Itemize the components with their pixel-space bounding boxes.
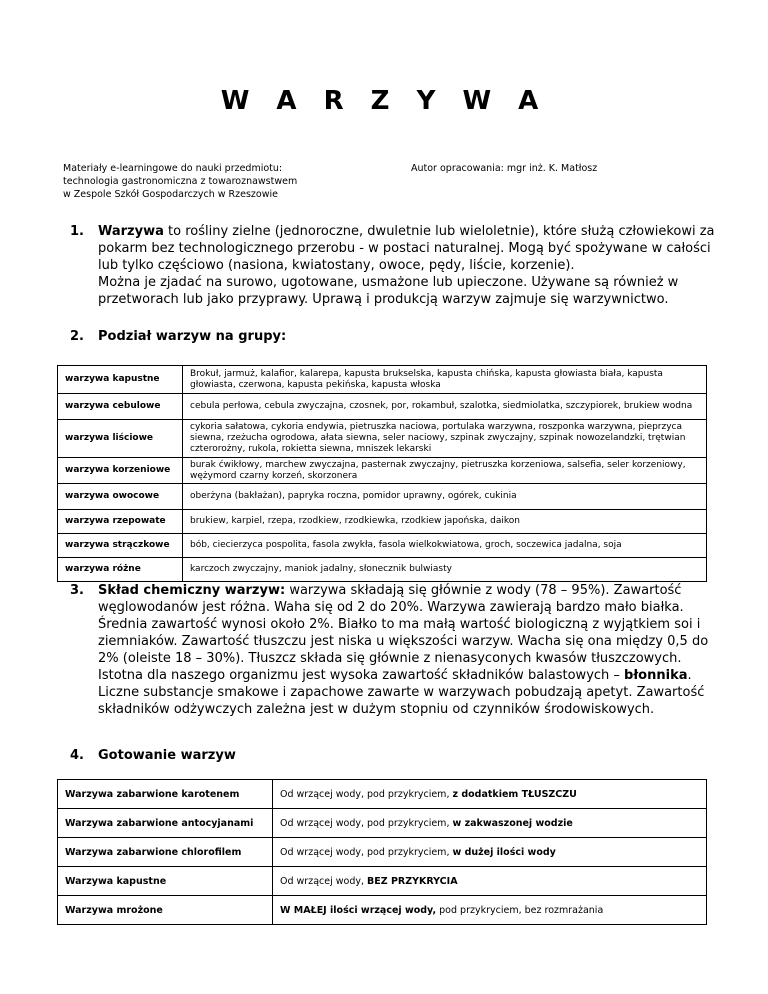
group-name: warzywa cebulowe <box>58 394 183 420</box>
definition-text: to rośliny zielne (jednoroczne, dwuletnie lub wieloletnie), które służą człowiekowi za pokarm bez technologicznego przerobu - w postaci naturalnej. Mogą być spożywane w całości lub tylko częściowo (nasiona, kwiatostany, owoce, pędy, liście, korzenie). <box>98 224 715 273</box>
section-number: 1. <box>70 224 84 239</box>
table-row <box>58 809 707 838</box>
vegetable-type: Warzywa zabarwione chlorofilem <box>58 838 273 867</box>
table-row <box>58 394 707 420</box>
vegetable-groups-table <box>57 365 707 582</box>
page-title: W A R Z Y W A <box>220 86 548 116</box>
cooking-method: W MAŁEJ ilości wrzącej wody, pod przykryciem, bez rozmrażania <box>273 896 707 925</box>
group-examples: bób, ciecierzyca pospolita, fasola zwykła, fasola wielkokwiatowa, groch, soczewica jadalna, soja <box>183 534 707 558</box>
course-info <box>63 162 297 201</box>
table-row <box>58 458 707 484</box>
group-name: warzywa owocowe <box>58 484 183 510</box>
composition-text-2: . Liczne substancje smakowe i zapachowe zawarte w warzywach pobudzają apetyt. Zawartość składników odżywczych zależna jest w dużym stopniu od czynników środowiskowych. <box>98 668 705 717</box>
group-examples: burak ćwikłowy, marchew zwyczajna, pasternak zwyczajny, pietruszka korzeniowa, salsefia, seler korzeniowy, wężymord czarny korzeń, skorzonera <box>183 458 707 484</box>
cooking-method: Od wrzącej wody, BEZ PRZYKRYCIA <box>273 867 707 896</box>
table-row <box>58 558 707 582</box>
table-row <box>58 484 707 510</box>
composition-text: warzywa składają się głównie z wody (78 – 95%). Zawartość węglowodanów jest różna. Waha się od 2 do 20%. Warzywa zawierają bardzo mało białka. Średnia zawartość wynosi około 2%. Białko to ma małą wartość biologiczną z wyjątkiem soi i ziemniaków. Zawartość tłuszczu jest niska u większości warzyw. Wacha się ona między 0,5 do 2% (oleiste 18 – 30%). Tłuszcz składa się głównie z nienasyconych kwasów tłuszczowych. Istotna dla naszego organizmu jest wysoka zawartość składników balastowych – <box>98 583 709 683</box>
group-name: warzywa różne <box>58 558 183 582</box>
section-cooking-heading <box>70 747 720 764</box>
section-number: 3. <box>70 583 84 598</box>
section-groups-heading <box>70 328 720 345</box>
group-examples: oberżyna (bakłażan), papryka roczna, pomidor uprawny, ogórek, cukinia <box>183 484 707 510</box>
definition-paragraph-2: Można je zjadać na surowo, ugotowane, usmażone lub upieczone. Używane są również w przetworach lub jako przyprawy. Uprawą i produkcją warzyw zajmuje się warzywnictwo. <box>98 275 679 307</box>
section-definition <box>70 223 720 308</box>
vegetable-type: Warzywa kapustne <box>58 867 273 896</box>
table-row <box>58 867 707 896</box>
table-row <box>58 534 707 558</box>
course-info-line: Materiały e-learningowe do nauki przedmiotu: <box>63 163 283 174</box>
section-number: 2. <box>70 329 84 344</box>
group-name: warzywa liściowe <box>58 420 183 458</box>
group-name: warzywa rzepowate <box>58 510 183 534</box>
group-name: warzywa strączkowe <box>58 534 183 558</box>
vegetable-type: Warzywa zabarwione antocyjanami <box>58 809 273 838</box>
section-number: 4. <box>70 748 84 763</box>
definition-term: Warzywa <box>98 224 164 239</box>
cooking-table <box>57 779 707 925</box>
group-examples: karczoch zwyczajny, maniok jadalny, słonecznik bulwiasty <box>183 558 707 582</box>
cooking-method: Od wrzącej wody, pod przykryciem, w zakwaszonej wodzie <box>273 809 707 838</box>
section-heading: Gotowanie warzyw <box>98 748 236 763</box>
table-row <box>58 838 707 867</box>
group-examples: cykoria sałatowa, cykoria endywia, pietruszka naciowa, portulaka warzywna, roszponka warzywna, pieprzyca siewna, rzeżucha ogrodowa, ałata siewna, seler naciowy, szpinak zwyczajny, szpinak nowozelandzki, trętwian czterorożny, rukola, rokietta siewna, mniszek lekarski <box>183 420 707 458</box>
vegetable-type: Warzywa zabarwione karotenem <box>58 780 273 809</box>
group-name: warzywa kapustne <box>58 366 183 394</box>
group-name: warzywa korzeniowe <box>58 458 183 484</box>
author-info: Autor opracowania: mgr inż. K. Matłosz <box>411 163 598 174</box>
cooking-method: Od wrzącej wody, pod przykryciem, w dużej ilości wody <box>273 838 707 867</box>
section-heading: Podział warzyw na grupy: <box>98 329 287 344</box>
table-row <box>58 510 707 534</box>
group-examples: cebula perłowa, cebula zwyczajna, czosnek, por, rokambuł, szalotka, siedmiolatka, szczypiorek, brukiew wodna <box>183 394 707 420</box>
table-row <box>58 780 707 809</box>
group-examples: Brokuł, jarmuż, kalafior, kalarepa, kapusta brukselska, kapusta chińska, kapusta głowiasta biała, kapusta głowiasta, czerwona, kapusta pekińska, kapusta włoska <box>183 366 707 394</box>
course-info-line: technologia gastronomiczna z towaroznawstwem <box>63 176 298 187</box>
vegetable-type: Warzywa mrożone <box>58 896 273 925</box>
section-chemical-composition <box>70 582 720 718</box>
cooking-method: Od wrzącej wody, pod przykryciem, z dodatkiem TŁUSZCZU <box>273 780 707 809</box>
table-row <box>58 366 707 394</box>
section-heading: Skład chemiczny warzyw: <box>98 583 286 598</box>
group-examples: brukiew, karpiel, rzepa, rzodkiew, rzodkiewka, rzodkiew japońska, daikon <box>183 510 707 534</box>
table-row <box>58 896 707 925</box>
course-info-line: w Zespole Szkół Gospodarczych w Rzeszowie <box>63 189 278 200</box>
definition-paragraph <box>98 223 720 274</box>
table-row <box>58 420 707 458</box>
fiber-term: błonnika <box>624 668 688 683</box>
